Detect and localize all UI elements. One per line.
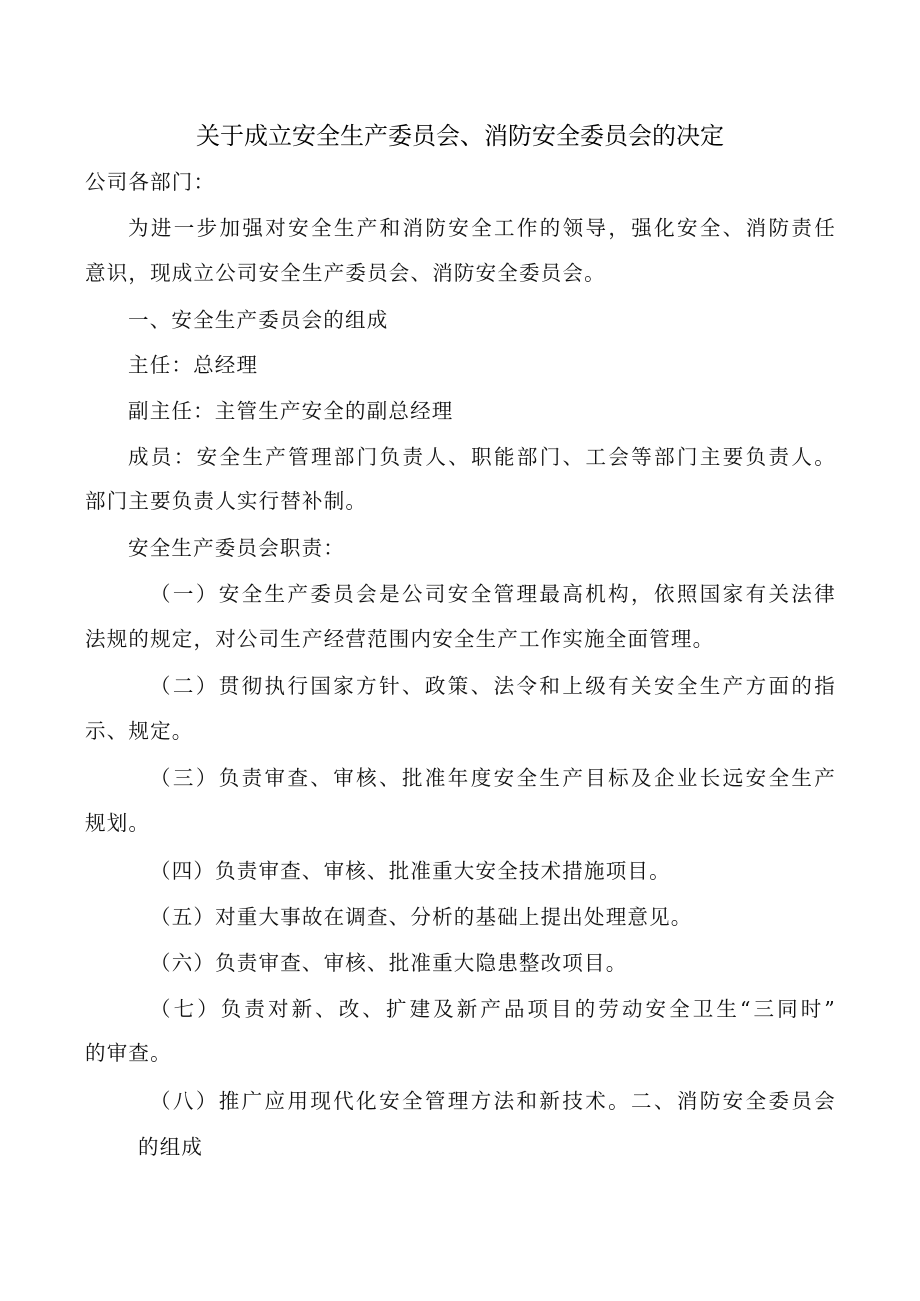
director-line: 主任：总经理 (128, 353, 259, 377)
deputy-director-line: 副主任：主管生产安全的副总经理 (128, 399, 454, 423)
duty-2-line-2: 示、规定。 (85, 719, 194, 743)
duty-8-line-1: （八）推广应用现代化安全管理方法和新技术。二、消防安全委员会 (150, 1089, 836, 1113)
duty-1-line-2: 法规的规定，对公司生产经营范围内安全生产工作实施全面管理。 (85, 627, 715, 651)
duty-4: （四）负责审查、审核、批准重大安全技术措施项目。 (150, 859, 671, 883)
duty-6: （六）负责审查、审核、批准重大隐患整改项目。 (150, 951, 628, 975)
duty-3-line-1: （三）负责审查、审核、批准年度安全生产目标及企业长远安全生产 (150, 766, 836, 790)
section1-heading: 一、安全生产委员会的组成 (128, 308, 389, 332)
duties-heading: 安全生产委员会职责： (128, 536, 345, 560)
members-line-1: 成员：安全生产管理部门负责人、职能部门、工会等部门主要负责人。 (128, 445, 836, 469)
intro-line-2: 意识，现成立公司安全生产委员会、消防安全委员会。 (85, 261, 606, 285)
members-line-2: 部门主要负责人实行替补制。 (85, 489, 368, 513)
duty-7-line-2: 的审查。 (85, 1041, 172, 1065)
salutation: 公司各部门： (85, 170, 216, 194)
duty-3-line-2: 规划。 (85, 811, 151, 835)
duty-5: （五）对重大事故在调查、分析的基础上提出处理意见。 (150, 905, 693, 929)
intro-line-1: 为进一步加强对安全生产和消防安全工作的领导，强化安全、消防责任 (128, 216, 836, 240)
duty-2-line-1: （二）贯彻执行国家方针、政策、法令和上级有关安全生产方面的指 (150, 674, 836, 698)
document-title: 关于成立安全生产委员会、消防安全委员会的决定 (196, 122, 724, 150)
duty-7-line-1: （七）负责对新、改、扩建及新产品项目的劳动安全卫生“三同时” (150, 997, 836, 1021)
duty-8-line-2: 的组成 (138, 1135, 204, 1159)
duty-1-line-1: （一）安全生产委员会是公司安全管理最高机构，依照国家有关法律 (150, 582, 836, 606)
